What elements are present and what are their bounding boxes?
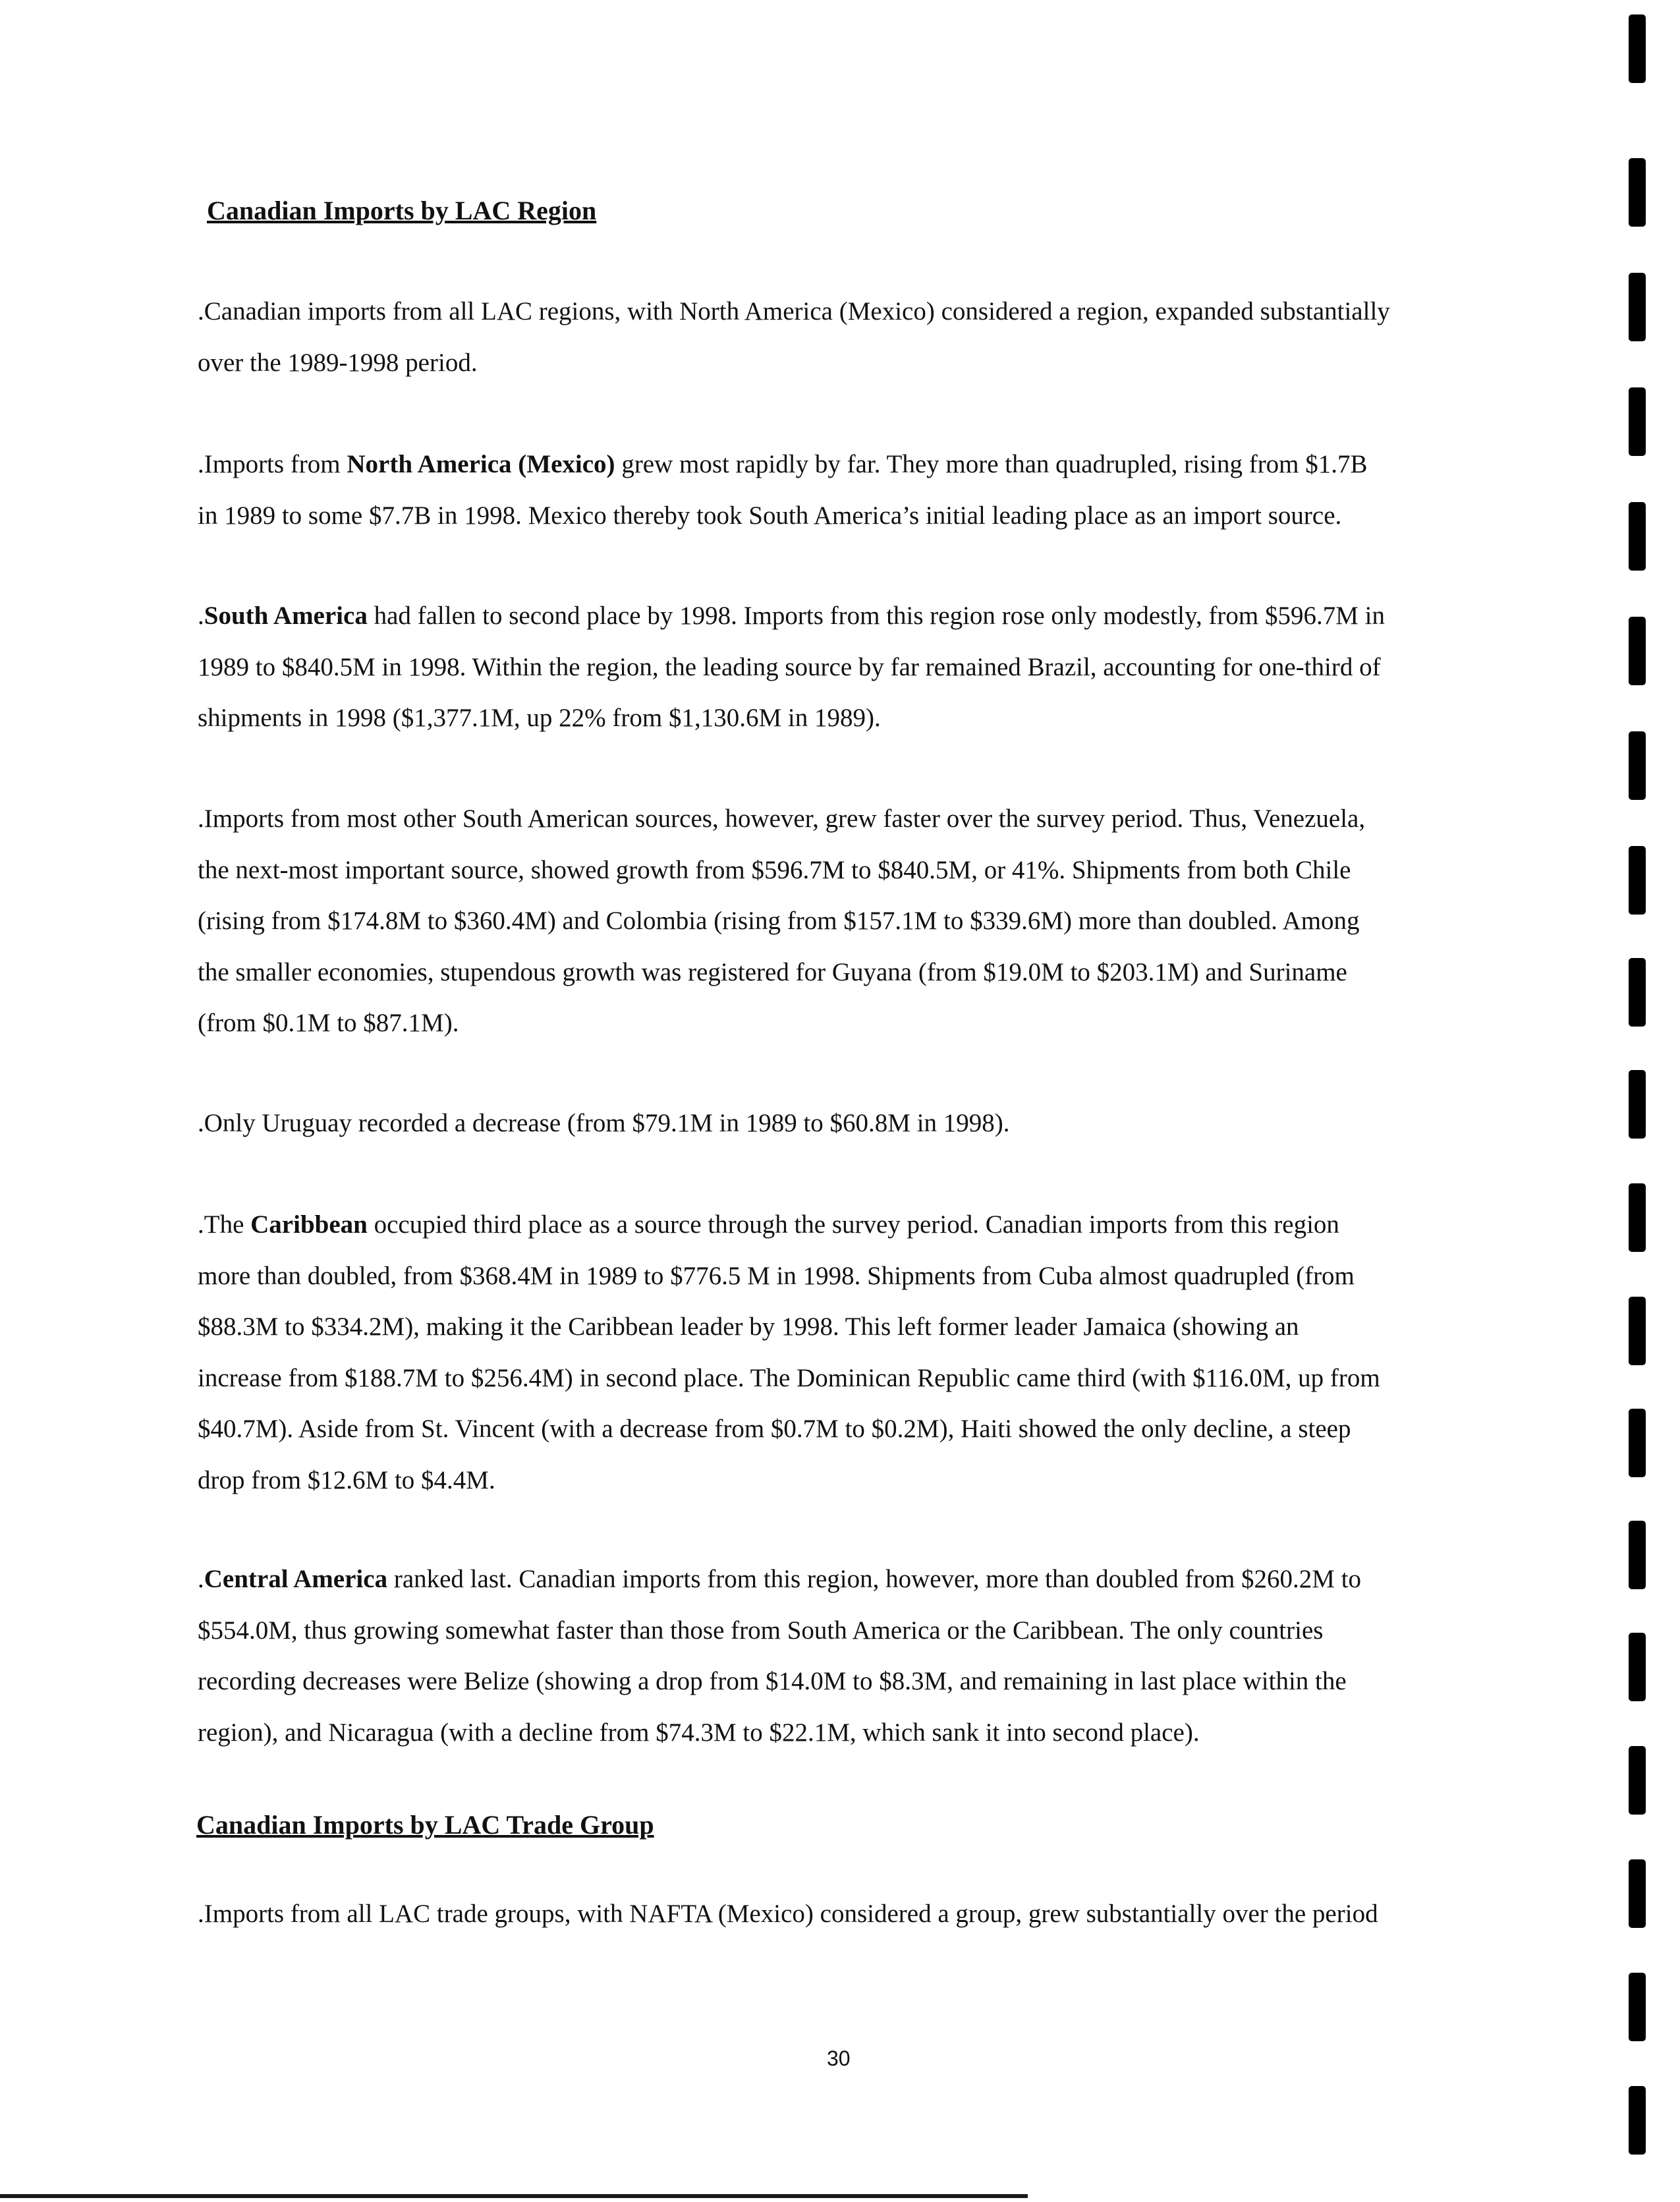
- paragraph-south-american-sources: [198, 793, 1502, 1049]
- section-heading-lac-region: Canadian Imports by LAC Region: [207, 196, 597, 225]
- paragraph-line: increase from $188.7M to $256.4M) in second place. The Dominican Republic came third (with $116.0M, up from: [198, 1363, 1380, 1392]
- binding-mark: [1629, 958, 1646, 1027]
- binding-mark: [1629, 1859, 1646, 1928]
- paragraph-line: (from $0.1M to $87.1M).: [198, 1009, 459, 1037]
- binding-mark: [1629, 1070, 1646, 1139]
- scan-edge-line: [0, 2194, 1028, 2198]
- paragraph-south-america: [198, 590, 1502, 744]
- binding-mark: [1629, 1409, 1646, 1477]
- paragraph-line: (rising from $174.8M to $360.4M) and Colombia (rising from $157.1M to $339.6M) more than doubled. Among: [198, 907, 1360, 935]
- paragraph-line: over the 1989-1998 period.: [198, 348, 478, 377]
- region-name-central-america: Central America: [204, 1565, 388, 1593]
- paragraph-line: more than doubled, from $368.4M in 1989 to $776.5 M in 1998. Shipments from Cuba almost quadrupled (from: [198, 1261, 1355, 1290]
- binding-mark: [1629, 1746, 1646, 1815]
- paragraph-line: ranked last. Canadian imports from this region, however, more than doubled from $260.2M to: [387, 1565, 1362, 1593]
- paragraph-line: $40.7M). Aside from St. Vincent (with a decrease from $0.7M to $0.2M), Haiti showed the only decline, a steep: [198, 1415, 1351, 1443]
- region-name-south-america: South America: [204, 602, 368, 630]
- paragraph-line: the next-most important source, showed growth from $596.7M to $840.5M, or 41%. Shipments from both Chile: [198, 855, 1351, 884]
- paragraph-trade-groups: [198, 1888, 1502, 1940]
- binding-mark: [1629, 617, 1646, 685]
- paragraph-overview: [198, 286, 1502, 388]
- binding-mark: [1629, 2086, 1646, 2155]
- region-name-north-america: North America (Mexico): [347, 450, 615, 478]
- binding-mark: [1629, 1297, 1646, 1365]
- paragraph-north-america: [198, 439, 1502, 541]
- paragraph-lead: .Imports from: [198, 450, 347, 478]
- binding-mark: [1629, 1633, 1646, 1701]
- paragraph-line: .Canadian imports from all LAC regions, with North America (Mexico) considered a region, expanded substantially: [198, 297, 1390, 325]
- paragraph-line: $554.0M, thus growing somewhat faster than those from South America or the Caribbean. The only countries: [198, 1616, 1324, 1645]
- paragraph-caribbean: [198, 1199, 1502, 1506]
- binding-mark: [1629, 846, 1646, 915]
- paragraph-line: had fallen to second place by 1998. Imports from this region rose only modestly, from $596.7M in: [367, 602, 1386, 630]
- binding-mark: [1629, 1183, 1646, 1252]
- paragraph-line: region), and Nicaragua (with a decline from $74.3M to $22.1M, which sank it into second place).: [198, 1718, 1200, 1747]
- paragraph-line: $88.3M to $334.2M), making it the Caribbean leader by 1998. This left former leader Jamaica (showing an: [198, 1313, 1299, 1341]
- paragraph-line: the smaller economies, stupendous growth was registered for Guyana (from $19.0M to $203.1M) and Suriname: [198, 957, 1347, 986]
- paragraph-lead: .: [198, 1565, 204, 1593]
- paragraph-lead: .The: [198, 1210, 251, 1239]
- paragraph-line: grew most rapidly by far. They more than quadrupled, rising from $1.7B: [615, 450, 1368, 478]
- binding-mark: [1629, 731, 1646, 800]
- paragraph-line: .Imports from most other South American sources, however, grew faster over the survey period. Thus, Venezuela,: [198, 805, 1366, 833]
- binding-mark: [1629, 1973, 1646, 2041]
- binding-mark: [1629, 502, 1646, 571]
- region-name-caribbean: Caribbean: [250, 1210, 368, 1239]
- paragraph-line: occupied third place as a source through the survey period. Canadian imports from this region: [367, 1210, 1339, 1239]
- binding-mark: [1629, 387, 1646, 456]
- binding-mark: [1629, 14, 1646, 83]
- binding-mark: [1629, 273, 1646, 341]
- paragraph-line: 1989 to $840.5M in 1998. Within the region, the leading source by far remained Brazil, accounting for one-third of: [198, 652, 1381, 681]
- binding-mark: [1629, 1521, 1646, 1589]
- paragraph-lead: .: [198, 602, 204, 630]
- paragraph-uruguay: [198, 1098, 1502, 1149]
- paragraph-line: in 1989 to some $7.7B in 1998. Mexico thereby took South America’s initial leading place as an import source.: [198, 501, 1342, 530]
- binding-mark: [1629, 158, 1646, 227]
- paragraph-line: drop from $12.6M to $4.4M.: [198, 1465, 495, 1494]
- section-heading-lac-trade-group: Canadian Imports by LAC Trade Group: [196, 1810, 654, 1840]
- paragraph-line: .Imports from all LAC trade groups, with NAFTA (Mexico) considered a group, grew substantially over the period: [198, 1900, 1378, 1928]
- paragraph-central-america: [198, 1554, 1502, 1758]
- paragraph-line: recording decreases were Belize (showing a drop from $14.0M to $8.3M, and remaining in last place within the: [198, 1667, 1347, 1695]
- paragraph-line: shipments in 1998 ($1,377.1M, up 22% from $1,130.6M in 1989).: [198, 704, 881, 732]
- paragraph-line: .Only Uruguay recorded a decrease (from $79.1M in 1989 to $60.8M in 1998).: [198, 1109, 1010, 1137]
- page-number: 30: [827, 2047, 851, 2070]
